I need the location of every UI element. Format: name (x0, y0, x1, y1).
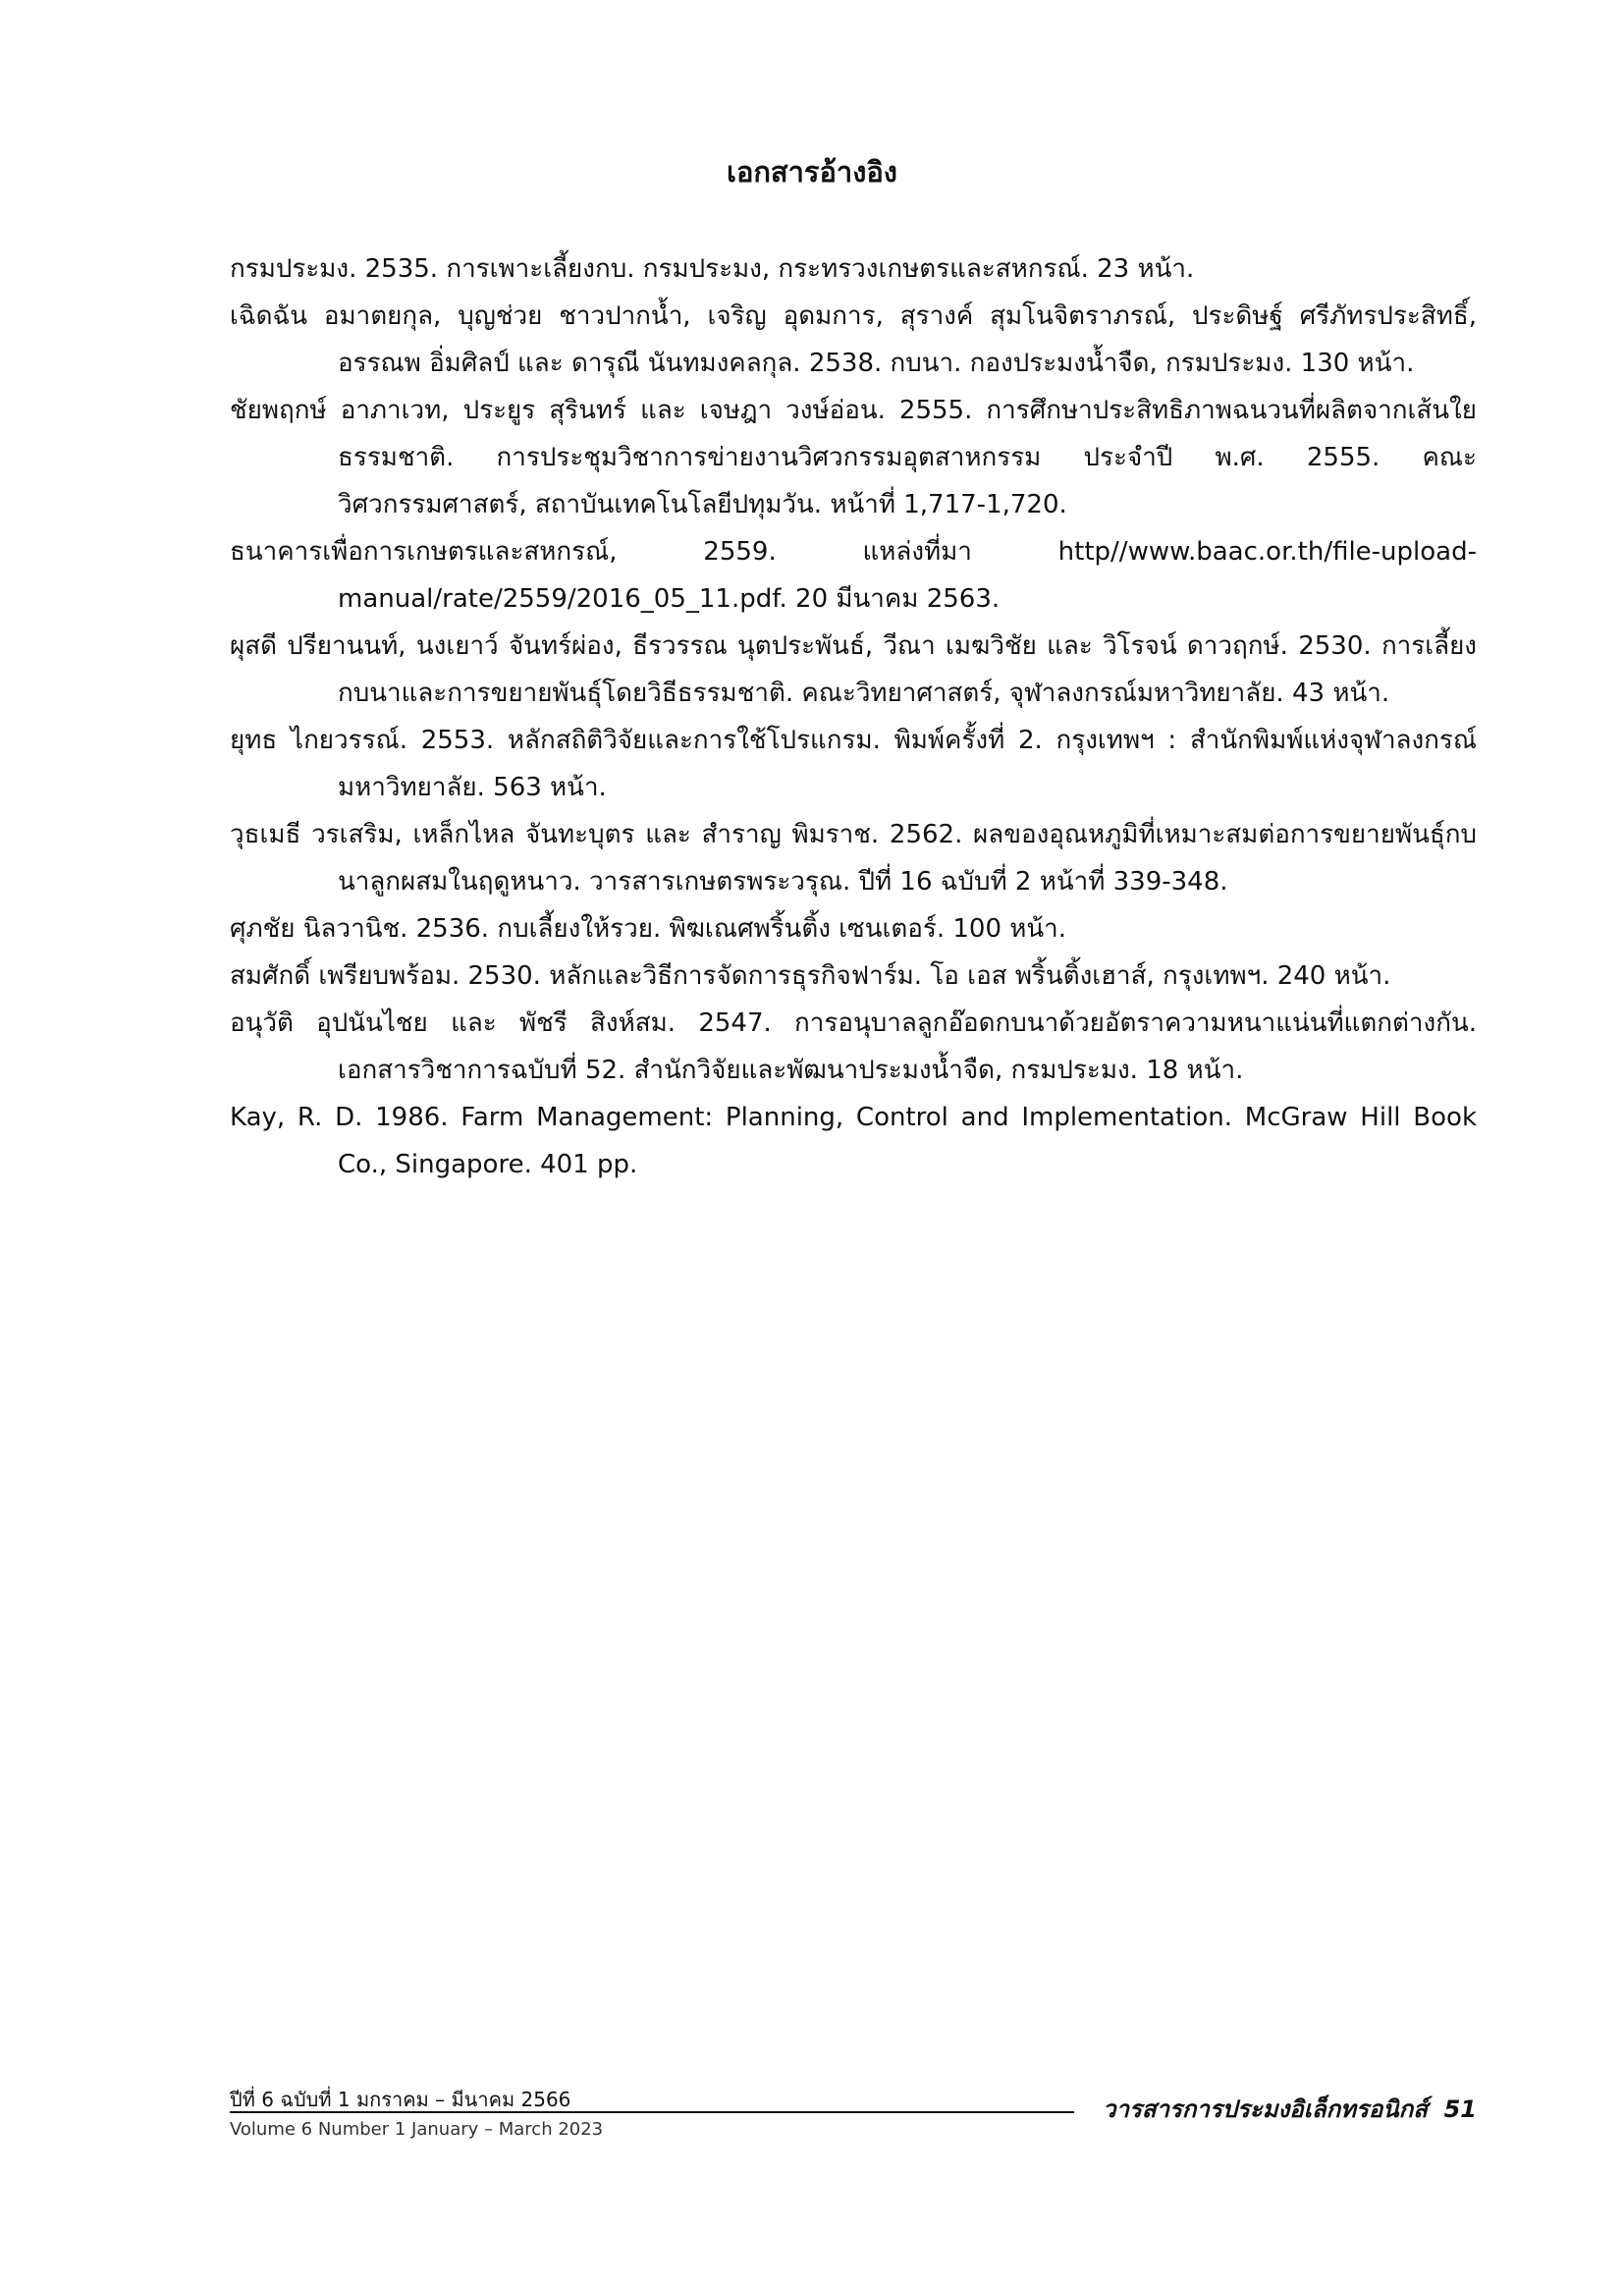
reference-item: อนุวัติ อุปนันไชย และ พัชรี สิงห์สม. 2547. การอนุบาลลูกอ๊อดกบนาด้วยอัตราความหนาแน่นที่แตกต่างกัน. เอกสารวิชาการฉบับที่ 52. สำนักวิจัยและพัฒนาประมงน้ำจืด, กรมประมง. 18 หน้า. (230, 1008, 1477, 1085)
reference-item: วุธเมธี วรเสริม, เหล็กไหล จันทะบุตร และ สำราญ พิมราช. 2562. ผลของอุณหภูมิที่เหมาะสมต่อการขยายพันธุ์กบนาลูกผสมในฤดูหนาว. วารสารเกษตรพระวรุณ. ปีที่ 16 ฉบับที่ 2 หน้าที่ 339-348. (230, 820, 1477, 897)
reference-item: กรมประมง. 2535. การเพาะเลี้ยงกบ. กรมประมง, กระทรวงเกษตรและสหกรณ์. 23 หน้า. (230, 254, 1195, 284)
reference-item: สมศักดิ์ เพรียบพร้อม. 2530. หลักและวิธีการจัดการธุรกิจฟาร์ม. โอ เอส พริ้นติ้งเฮาส์, กรุงเทพฯ. 240 หน้า. (230, 961, 1391, 991)
footer-issue-thai: ปีที่ 6 ฉบับที่ 1 มกราคม – มีนาคม 2566 (230, 2088, 571, 2111)
page-number: 51 (1443, 2096, 1477, 2123)
page-title: เอกสารอ้างอิง (727, 155, 897, 189)
reference-item: ยุทธ ไกยวรรณ์. 2553. หลักสถิติวิจัยและการใช้โปรแกรม. พิมพ์ครั้งที่ 2. กรุงเทพฯ : สำนักพิมพ์แห่งจุฬาลงกรณ์มหาวิทยาลัย. 563 หน้า. (230, 726, 1477, 802)
reference-item: ผุสดี ปรียานนท์, นงเยาว์ จันทร์ผ่อง, ธีรวรรณ นุตประพันธ์, วีณา เมฆวิชัย และ วิโรจน์ ดาวฤกษ์. 2530. การเลี้ยงกบนาและการขยายพันธุ์โดยวิธีธรรมชาติ. คณะวิทยาศาสตร์, จุฬาลงกรณ์มหาวิทยาลัย. 43 หน้า. (230, 631, 1477, 708)
footer-journal (1074, 2090, 1477, 2128)
reference-item: ชัยพฤกษ์ อาภาเวท, ประยูร สุรินทร์ และ เจษฎา วงษ์อ่อน. 2555. การศึกษาประสิทธิภาพฉนวนที่ผลิตจากเส้นใยธรรมชาติ. การประชุมวิชาการข่ายงานวิศวกรรมอุตสาหกรรม ประจำปี พ.ศ. 2555. คณะวิศวกรรมศาสตร์, สถาบันเทคโนโลยีปทุมวัน. หน้าที่ 1,717-1,720. (230, 396, 1477, 519)
footer-issue-english: Volume 6 Number 1 January – March 2023 (230, 2119, 604, 2140)
reference-item: เฉิดฉัน อมาตยกุล, บุญช่วย ชาวปากน้ำ, เจริญ อุดมการ, สุรางค์ สุมโนจิตราภรณ์, ประดิษฐ์ ศรีภัทรประสิทธิ์, อรรณพ อิ่มศิลป์ และ ดารุณี นันทมงคลกุล. 2538. กบนา. กองประมงน้ำจืด, กรมประมง. 130 หน้า. (230, 301, 1477, 378)
reference-list (230, 245, 1477, 1188)
reference-item: ศุภชัย นิลวานิช. 2536. กบเลี้ยงให้รวย. พิฆเณศพริ้นติ้ง เซนเตอร์. 100 หน้า. (230, 914, 1067, 944)
reference-item: ธนาคารเพื่อการเกษตรและสหกรณ์, 2559. แหล่งที่มา http//www.baac.or.th/file-upload-manual/rate/2559/2016_05_11.pdf. 20 มีนาคม 2563. (230, 537, 1477, 614)
journal-name: วารสารการประมงอิเล็กทรอนิกส์ (1102, 2096, 1428, 2123)
footer-rule (230, 2111, 1074, 2113)
reference-item: Kay, R. D. 1986. Farm Management: Planning, Control and Implementation. McGraw Hill Book Co., Singapore. 401 pp. (230, 1103, 1477, 1179)
